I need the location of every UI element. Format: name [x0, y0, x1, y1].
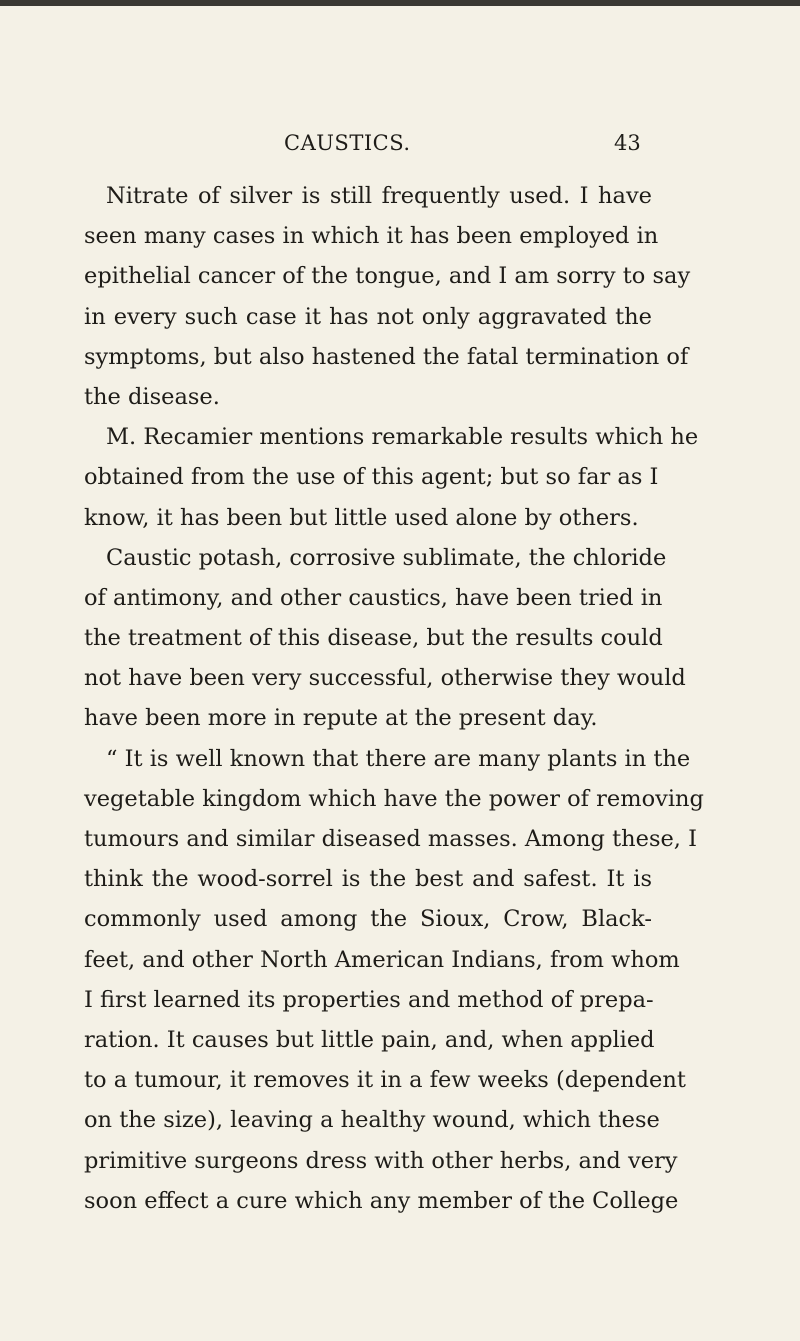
text-line: have been more in repute at the present day.: [84, 705, 598, 732]
text-line: “ It is well known that there are many plants in the: [106, 745, 691, 772]
text-line: symptoms, but also hastened the fatal termination of: [84, 343, 689, 370]
text-line: the treatment of this disease, but the results could: [84, 625, 663, 652]
text-line: ration. It causes but little pain, and, when applied: [84, 1026, 655, 1053]
text-line: tumours and similar diseased masses. Among these, I: [84, 826, 697, 852]
text-line: feet, and other North American Indians, from whom: [84, 946, 680, 973]
text-line: to a tumour, it removes it in a few weeks (dependent: [84, 1067, 686, 1094]
text-line: Nitrate of silver is still frequently used. I have: [106, 183, 652, 209]
text-line: soon effect a cure which any member of the College: [84, 1187, 679, 1214]
text-line: on the size), leaving a healthy wound, which these: [84, 1107, 660, 1134]
text-line: commonly used among the Sioux, Crow, Black-: [84, 906, 652, 933]
text-line: know, it has been but little used alone by others.: [84, 504, 639, 531]
body-text: [84, 176, 704, 1221]
text-line: Caustic potash, corrosive sublimate, the chloride: [106, 544, 667, 571]
text-line: obtained from the use of this agent; but so far as I: [84, 464, 659, 491]
text-line: in every such case it has not only aggravated the: [84, 303, 652, 330]
text-line: think the wood-sorrel is the best and safest. It is: [84, 866, 652, 893]
text-line: not have been very successful, otherwise they would: [84, 665, 686, 692]
text-line: seen many cases in which it has been employed in: [84, 223, 659, 250]
page-top-rule: [0, 0, 800, 6]
running-head-title: CAUSTICS.: [284, 131, 411, 155]
text-line: I first learned its properties and method of prepa-: [84, 986, 654, 1013]
running-head: [0, 131, 800, 163]
text-line: epithelial cancer of the tongue, and I am sorry to say: [84, 263, 691, 290]
text-line: M. Recamier mentions remarkable results which he: [106, 424, 699, 451]
text-line: vegetable kingdom which have the power of removing: [84, 785, 704, 812]
text-line: primitive surgeons dress with other herbs, and very: [84, 1147, 678, 1174]
text-line: of antimony, and other caustics, have been tried in: [84, 584, 663, 611]
text-line: the disease.: [84, 383, 220, 410]
page-number: 43: [614, 131, 641, 155]
